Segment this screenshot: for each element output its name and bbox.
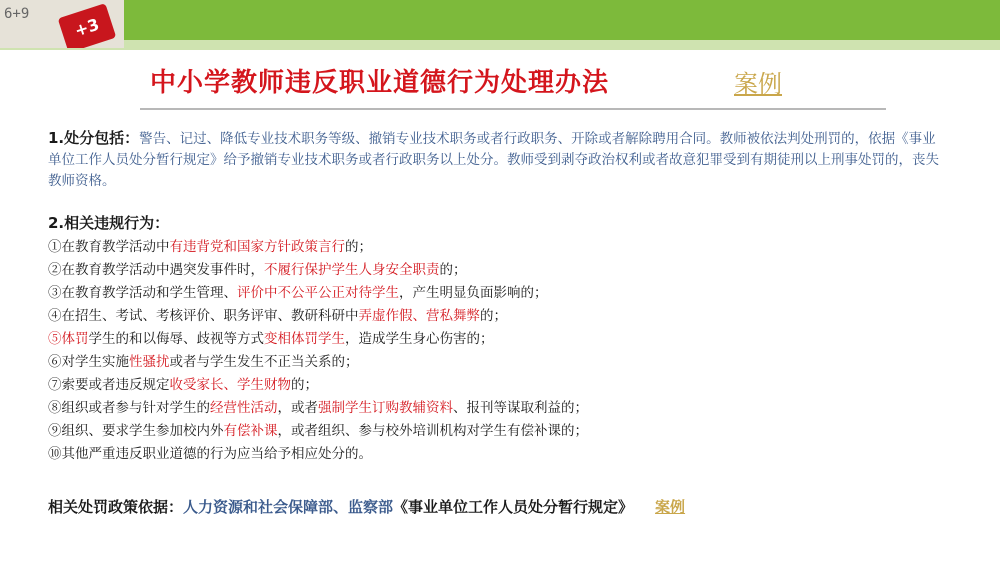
item-text: ②在教育教学活动中遇突发事件时，: [48, 262, 264, 278]
section2-heading: 2.相关违规行为：: [48, 214, 170, 232]
section-punishments: [48, 128, 948, 192]
item-text: 或者与学生发生不正当关系的；: [169, 354, 359, 370]
highlighted-text: 不履行保护学生人身安全职责: [264, 262, 440, 278]
violation-item: [48, 282, 948, 305]
highlighted-text: 评价中不公平公正对待学生: [237, 285, 399, 301]
item-text: 学生的和以侮辱、歧视等方式: [88, 331, 264, 347]
page-title: 中小学教师违反职业道德行为处理办法: [150, 68, 610, 98]
item-text: ⑨组织、要求学生参加校内外: [48, 423, 224, 439]
highlighted-text: 收受家长、学生财物: [169, 377, 291, 393]
violation-list: [48, 236, 948, 466]
highlighted-text: 性骚扰: [129, 354, 170, 370]
item-text: ⑦索要或者违反规定: [48, 377, 170, 393]
item-text: ①在教育教学活动中: [48, 239, 170, 255]
violation-item: [48, 328, 948, 351]
violation-item: [48, 397, 948, 420]
highlighted-text: 强制学生订购教辅资料: [318, 400, 453, 416]
item-text: 、报刊等谋取利益的；: [453, 400, 588, 416]
section1-body: 警告、记过、降低专业技术职务等级、撤销专业技术职务或者行政职务、开除或者解除聘用合同。教师被依法判处刑罚的，依据《事业单位工作人员处分暂行规定》给予撤销专业技术职务或者行政职务以上处分。教师受到剥夺政治权利或者故意犯罪受到有期徒刑以上刑事处罚的，丧失教师资格。: [48, 131, 939, 189]
item-text: ，产生明显负面影响的；: [399, 285, 548, 301]
section1-heading: 1.处分包括：: [48, 129, 140, 147]
violation-item: [48, 443, 948, 466]
violation-item: [48, 236, 948, 259]
red-card-icon: +3: [58, 3, 117, 48]
policy-document: 《事业单位工作人员处分暂行规定》: [393, 498, 634, 516]
item-text: ，或者组织、参与校外培训机构对学生有偿补课的；: [277, 423, 588, 439]
item-text: ⑥对学生实施: [48, 354, 129, 370]
violation-item: [48, 374, 948, 397]
item-text: ⑩其他严重违反职业道德的行为应当给予相应处分的。: [48, 446, 372, 462]
item-text: ⑧组织或者参与针对学生的: [48, 400, 210, 416]
item-text: 的；: [345, 239, 372, 255]
policy-label: 相关处罚政策依据：: [48, 498, 184, 516]
case-link[interactable]: 案例: [734, 70, 782, 98]
highlighted-text: 体罚: [61, 331, 89, 347]
item-text: ④在招生、考试、考核评价、职务评审、教研科研中: [48, 308, 359, 324]
highlighted-text: 变相体罚学生: [264, 331, 345, 347]
item-text: ，造成学生身心伤害的；: [345, 331, 494, 347]
item-text: 的；: [439, 262, 467, 278]
violation-item: [48, 420, 948, 443]
title-divider: [140, 108, 886, 110]
item-text: ，或者: [277, 400, 318, 416]
top-banner: [0, 0, 1000, 40]
policy-authority: 人力资源和社会保障部、监察部: [183, 498, 394, 516]
item-text: 的；: [291, 377, 318, 393]
violation-item: [48, 259, 948, 282]
highlighted-text: 有偿补课: [223, 423, 278, 439]
highlighted-text: 有违背党和国家方针政策言行: [169, 239, 345, 255]
highlighted-text: 弄虚作假、营私舞弊: [358, 308, 480, 324]
math-logo: [0, 0, 124, 48]
item-text: ③在教育教学活动和学生管理、: [48, 285, 237, 301]
highlighted-text: ⑤: [48, 331, 62, 347]
footer-case-link[interactable]: 案例: [655, 498, 686, 516]
violation-item: [48, 305, 948, 328]
item-text: 的；: [480, 308, 507, 324]
top-banner-strip: [0, 40, 1000, 50]
highlighted-text: 经营性活动: [210, 400, 278, 416]
logo-text: 6+9: [4, 6, 30, 22]
violation-item: [48, 351, 948, 374]
policy-basis: [48, 496, 685, 517]
